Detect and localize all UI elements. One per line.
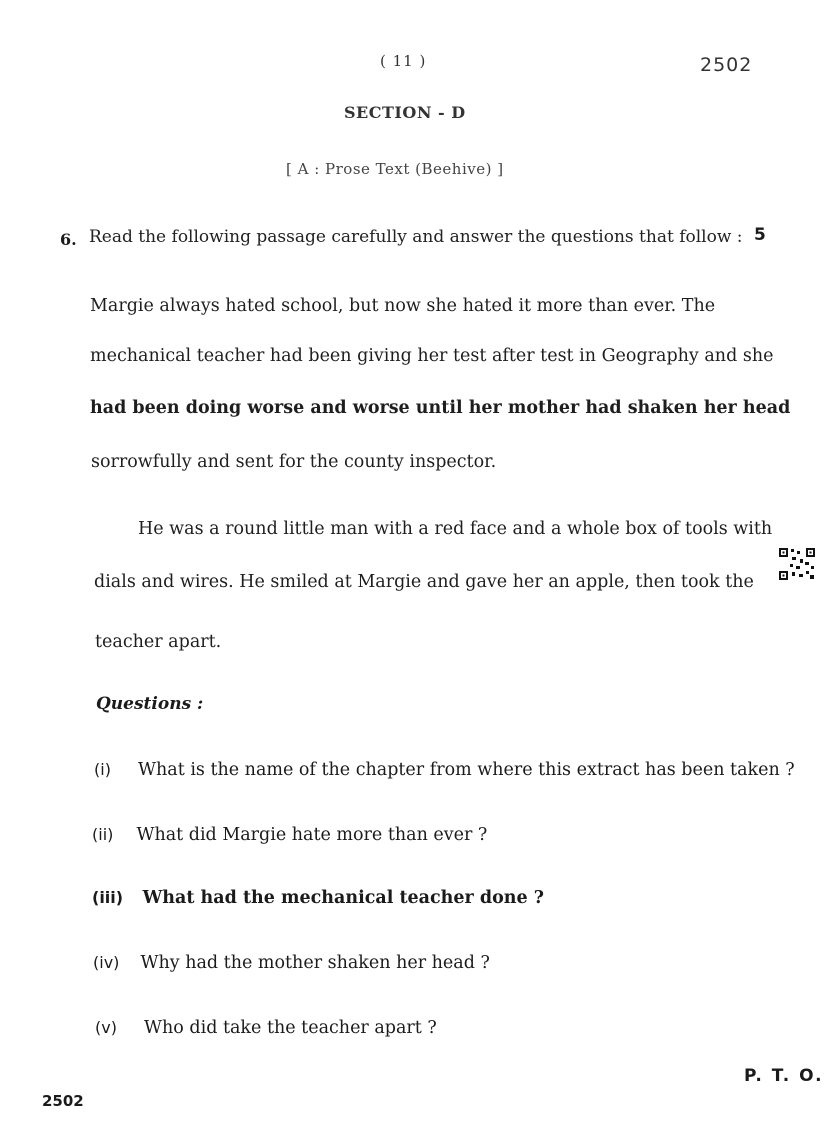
question-label: (i) bbox=[94, 760, 111, 779]
question-label: (iv) bbox=[93, 953, 120, 972]
question-text: What did Margie hate more than ever ? bbox=[136, 825, 488, 845]
question-label: (ii) bbox=[92, 825, 114, 844]
passage-line: teacher apart. bbox=[95, 632, 222, 652]
question-item bbox=[94, 760, 795, 780]
qr-code-icon bbox=[778, 547, 816, 581]
pto-label: P. T. O. bbox=[744, 1066, 824, 1086]
question-text: What had the mechanical teacher done ? bbox=[142, 888, 544, 908]
questions-heading: Questions : bbox=[96, 694, 204, 714]
question-number: 6. bbox=[60, 230, 77, 249]
question-instruction: Read the following passage carefully and answer the questions that follow : bbox=[89, 227, 743, 247]
passage-line: He was a round little man with a red face and a whole box of tools with bbox=[138, 519, 773, 539]
passage-line: mechanical teacher had been giving her test after test in Geography and she bbox=[90, 346, 774, 366]
section-subtitle: [ A : Prose Text (Beehive) ] bbox=[286, 160, 504, 178]
question-item bbox=[95, 1018, 437, 1038]
page-number: ( 11 ) bbox=[380, 52, 427, 70]
question-item bbox=[92, 888, 544, 908]
passage-line: Margie always hated school, but now she hated it more than ever. The bbox=[90, 296, 716, 316]
question-label: (iii) bbox=[92, 888, 124, 907]
question-marks: 5 bbox=[754, 225, 766, 245]
passage-line: sorrowfully and sent for the county inspector. bbox=[91, 452, 497, 472]
passage-line: had been doing worse and worse until her mother had shaken her head bbox=[90, 398, 791, 418]
question-text: Who did take the teacher apart ? bbox=[144, 1018, 437, 1038]
passage-line: dials and wires. He smiled at Margie and gave her an apple, then took the bbox=[94, 572, 754, 592]
question-item bbox=[93, 953, 490, 973]
question-label: (v) bbox=[95, 1018, 117, 1037]
paper-code-bottom: 2502 bbox=[42, 1092, 84, 1110]
question-text: What is the name of the chapter from where this extract has been taken ? bbox=[138, 760, 795, 780]
paper-code-top: 2502 bbox=[700, 54, 753, 76]
question-text: Why had the mother shaken her head ? bbox=[140, 953, 490, 973]
question-item bbox=[92, 825, 487, 845]
section-title: SECTION - D bbox=[344, 103, 466, 122]
